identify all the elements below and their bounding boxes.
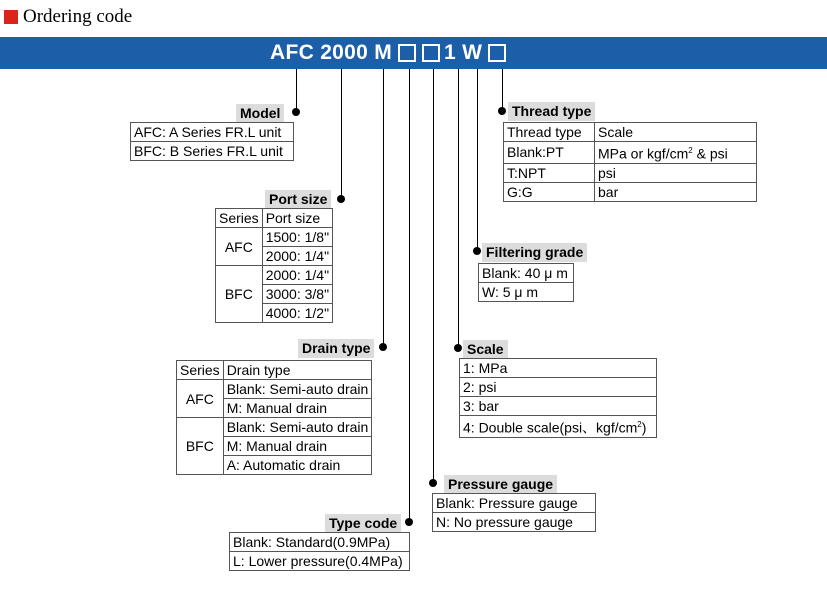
pressure-gauge-table	[432, 493, 596, 532]
connector-filtering-grade	[477, 69, 478, 251]
drain-type-dot	[379, 343, 387, 351]
scale-row	[460, 416, 657, 438]
scale-row-text: 4: Double scale(psi、kgf/cm	[463, 419, 638, 436]
drain-type-cell: Blank: Semi-auto drain	[223, 380, 372, 399]
connector-type-code	[409, 69, 410, 521]
scale-cell: bar	[595, 182, 757, 201]
superscript: 2	[637, 420, 642, 429]
scale-table	[459, 358, 657, 438]
type-code-table	[229, 532, 410, 571]
connector-thread-type	[502, 69, 503, 111]
type-code-dot	[405, 518, 413, 526]
red-square-icon	[4, 10, 18, 24]
connector-port-size	[341, 69, 342, 199]
header-cell: Thread type	[504, 123, 595, 142]
pressure-gauge-row: N: No pressure gauge	[433, 513, 596, 532]
port-size-cell: 3000: 3/8"	[262, 285, 332, 304]
connector-model	[296, 69, 297, 112]
port-size-dot	[337, 195, 345, 203]
header-cell: Series	[216, 209, 263, 228]
scale-row-text-end: )	[641, 419, 647, 436]
pressure-gauge-dot	[429, 479, 437, 487]
connector-pressure-gauge	[433, 69, 434, 482]
scale-cell-text-end: & psi	[692, 145, 728, 162]
scale-cell: psi	[595, 163, 757, 182]
port-size-cell: 2000: 1/4"	[262, 266, 332, 285]
connector-drain-type	[383, 69, 384, 346]
scale-dot	[454, 344, 462, 352]
port-size-table	[215, 208, 333, 323]
pressure-gauge-row: Blank: Pressure gauge	[433, 494, 596, 513]
filtering-grade-table	[478, 263, 574, 302]
model-row: AFC: A Series FR.L unit	[131, 123, 294, 142]
ordering-code-string	[270, 41, 510, 65]
thread-type-label: Thread type	[508, 102, 595, 121]
section-title: Ordering code	[23, 6, 133, 27]
scale-cell	[595, 142, 757, 164]
scale-row: 3: bar	[460, 397, 657, 416]
thread-type-cell: T:NPT	[504, 163, 595, 182]
drain-type-cell: M: Manual drain	[223, 437, 372, 456]
code-banner	[0, 37, 827, 69]
series-cell: BFC	[216, 266, 263, 323]
thread-type-cell: G:G	[504, 182, 595, 201]
port-size-cell: 1500: 1/8"	[262, 228, 332, 247]
connector-scale	[458, 69, 459, 347]
drain-type-cell: Blank: Semi-auto drain	[223, 418, 372, 437]
drain-type-cell: M: Manual drain	[223, 399, 372, 418]
port-size-label: Port size	[265, 190, 331, 209]
model-table	[130, 122, 294, 161]
port-size-cell: 4000: 1/2"	[262, 304, 332, 323]
model-row: BFC: B Series FR.L unit	[131, 142, 294, 161]
thread-type-dot	[498, 107, 506, 115]
type-code-row: Blank: Standard(0.9MPa)	[230, 533, 410, 552]
type-code-row: L: Lower pressure(0.4MPa)	[230, 552, 410, 571]
type-code-label: Type code	[325, 514, 401, 533]
filtering-grade-row: Blank: 40 μ m	[479, 264, 574, 283]
thread-type-table	[503, 122, 757, 202]
code-box-drain	[398, 44, 416, 62]
model-dot	[292, 108, 300, 116]
series-cell: BFC	[177, 418, 224, 475]
filtering-grade-label: Filtering grade	[482, 243, 587, 262]
port-size-cell: 2000: 1/4"	[262, 247, 332, 266]
drain-type-cell: A: Automatic drain	[223, 456, 372, 475]
scale-row: 1: MPa	[460, 359, 657, 378]
header-cell: Drain type	[223, 361, 372, 380]
scale-cell-text: MPa or kgf/cm	[598, 145, 689, 162]
section-heading	[4, 6, 132, 28]
thread-type-cell: Blank:PT	[504, 142, 595, 164]
code-prefix: AFC 2000 M	[270, 41, 393, 64]
code-middle: 1 W	[444, 41, 483, 64]
series-cell: AFC	[216, 228, 263, 266]
drain-type-table	[176, 360, 372, 475]
superscript: 2	[688, 146, 693, 155]
code-box-gauge	[422, 44, 440, 62]
code-box-thread	[488, 44, 506, 62]
model-label: Model	[236, 104, 284, 123]
filtering-grade-row: W: 5 μ m	[479, 283, 574, 302]
filtering-grade-dot	[473, 247, 481, 255]
series-cell: AFC	[177, 380, 224, 418]
scale-label: Scale	[463, 340, 508, 359]
header-cell: Scale	[595, 123, 757, 142]
drain-type-label: Drain type	[298, 339, 374, 358]
header-cell: Port size	[262, 209, 332, 228]
scale-row: 2: psi	[460, 378, 657, 397]
header-cell: Series	[177, 361, 224, 380]
pressure-gauge-label: Pressure gauge	[444, 475, 557, 494]
